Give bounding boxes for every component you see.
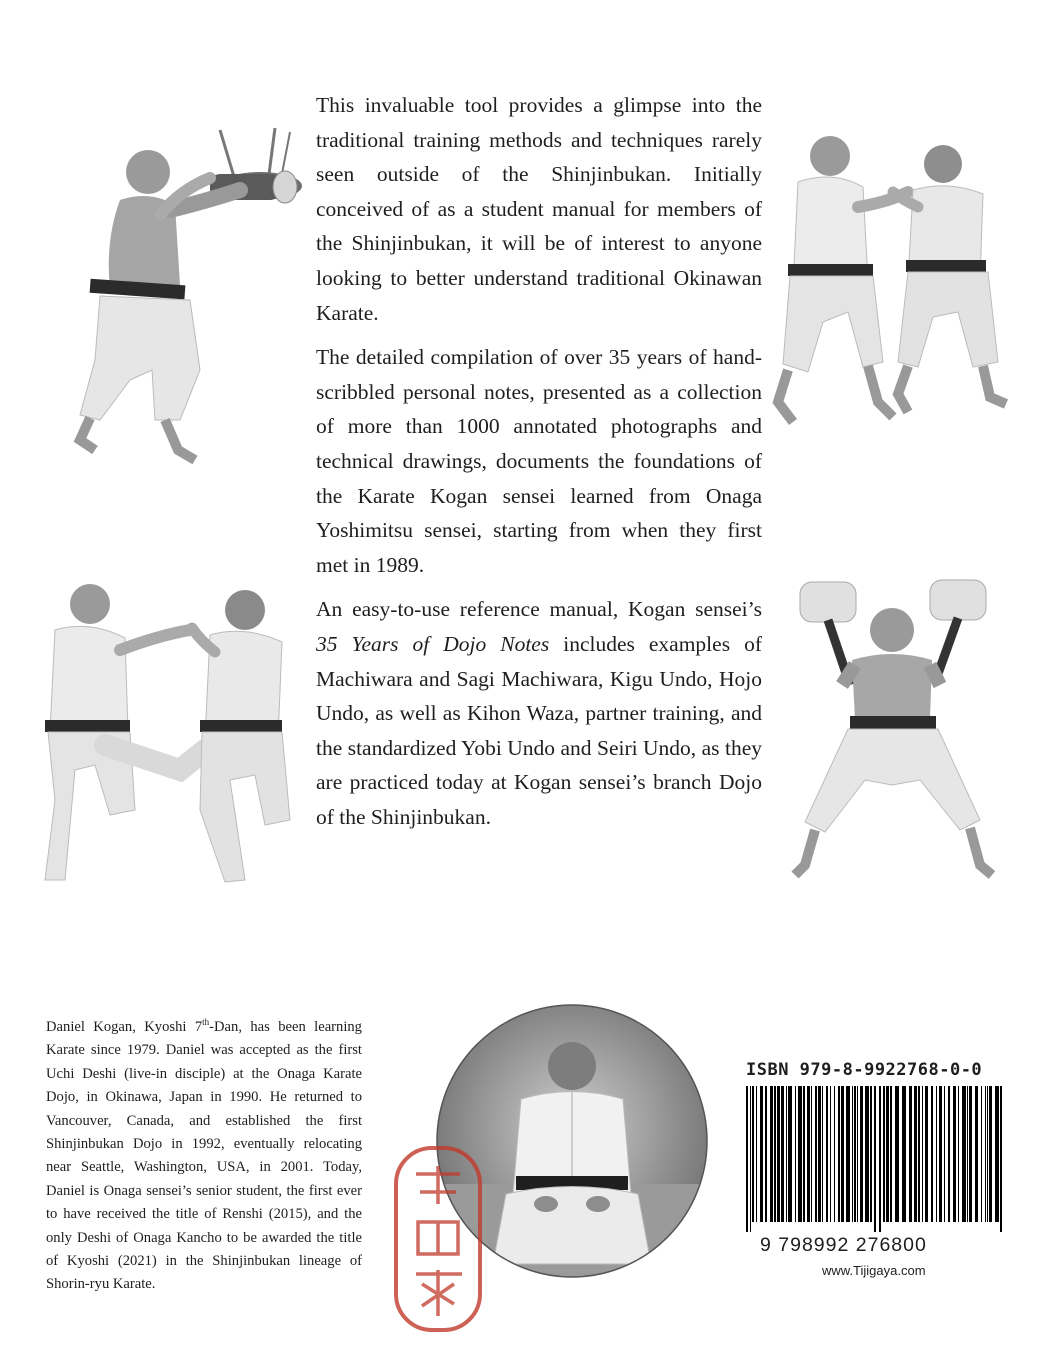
bio-superscript: th [202, 1017, 210, 1028]
barcode-bar-21 [830, 1086, 831, 1222]
barcode-bar-18 [818, 1086, 821, 1222]
barcode-bar-17 [815, 1086, 817, 1222]
barcode-bar-25 [846, 1086, 850, 1222]
barcode-bar-9 [781, 1086, 784, 1222]
barcode-bar-29 [860, 1086, 863, 1222]
isbn-label: ISBN 979-8-9922768-0-0 [746, 1060, 983, 1080]
barcode-bar-43 [925, 1086, 928, 1222]
isbn-barcode-block [744, 1060, 1006, 1278]
barcode-bar-46 [939, 1086, 942, 1222]
barcode-bar-24 [841, 1086, 844, 1222]
barcode-bar-23 [838, 1086, 840, 1222]
paragraph-reference-manual [316, 592, 762, 834]
barcode-bar-16 [811, 1086, 812, 1222]
barcode-bar-38 [902, 1086, 906, 1222]
barcode-bar-49 [953, 1086, 956, 1222]
barcode-bar-34 [883, 1086, 885, 1222]
barcode-bar-35 [886, 1086, 889, 1222]
barcode-bar-1 [750, 1086, 751, 1232]
barcode-bar-55 [981, 1086, 982, 1222]
barcode-bar-53 [969, 1086, 972, 1222]
paragraph-compilation: The detailed compilation of over 35 years of hand-scribbled personal notes, presented as a collection of more than 1000 annotated photographs and technical drawings, documents the foundations of the Karate Kogan sensei learned from Onaga Yoshimitsu sensei, starting from when they first met in 1989. [316, 345, 762, 577]
barcode-bar-59 [995, 1086, 999, 1222]
publisher-website: www.Tijigaya.com [822, 1263, 926, 1278]
barcode-bar-58 [989, 1086, 992, 1222]
barcode-bar-5 [765, 1086, 767, 1222]
barcode-bar-33 [879, 1086, 881, 1232]
book-title: 35 Years of Dojo Notes [316, 631, 550, 656]
barcode-bar-13 [798, 1086, 802, 1222]
barcode-bar-6 [770, 1086, 773, 1222]
barcode-bar-57 [987, 1086, 988, 1222]
photo-chi-ishi-training [780, 570, 1010, 886]
barcode-bar-15 [807, 1086, 810, 1222]
barcode-bar-2 [752, 1086, 754, 1222]
main-description [316, 88, 762, 844]
barcode-bar-26 [852, 1086, 853, 1222]
barcode-bar-60 [1000, 1086, 1002, 1232]
barcode-digits: 9 798992 276800 [760, 1234, 927, 1256]
barcode-bar-19 [822, 1086, 823, 1222]
barcode-bar-30 [865, 1086, 869, 1222]
barcode-bar-3 [756, 1086, 757, 1222]
barcode-bar-45 [936, 1086, 937, 1222]
barcode-bar-52 [967, 1086, 968, 1222]
barcode-bar-12 [795, 1086, 796, 1222]
paragraph-intro: This invaluable tool provides a glimpse into the traditional training methods and techniques rarely seen outside of the Shinjinbukan. Initially conceived of as a student manual for members of the Shinjinbukan, it will be of interest to anyone looking to better understand traditional Okinawan Karate. [316, 93, 762, 325]
barcode-bar-44 [931, 1086, 933, 1222]
author-bio [46, 1016, 362, 1297]
barcode-bar-31 [870, 1086, 872, 1222]
barcode-bar-42 [922, 1086, 923, 1222]
bio-name: Daniel Kogan, Kyoshi 7 [46, 1019, 203, 1035]
barcode-bar-50 [958, 1086, 959, 1222]
paragraph-3-after: includes examples of Machiwara and Sagi Machiwara, Kigu Undo, Hojo Undo, as well as Kihon Waza, partner training, and the standardized Yobi Undo and Seiri Undo, as they are practiced today at Kogan sensei’s branch Dojo of the Shinjinbukan. [316, 631, 762, 829]
barcode-bar-51 [962, 1086, 966, 1222]
barcode-bar-27 [854, 1086, 856, 1222]
barcode-bar-28 [857, 1086, 858, 1222]
barcode-bar-14 [803, 1086, 805, 1222]
barcode-bar-4 [760, 1086, 763, 1222]
bio-text: -Dan, has been learning Karate since 1979. Daniel was accepted as the first Uchi Deshi (live-in disciple) at the Onaga Karate Dojo, in Okinawa, Japan in 1990. He returned to Vancouver, Canada, and established the first Shinjinbukan Dojo in 1992, eventually relocating near Seattle, Washington, USA, in 2001. Today, Daniel is Onaga sensei’s senior student, the first ever to have received the title of Renshi (2015), and the only Deshi of Onaga Kancho to be awarded the title of Kyoshi (2021) in the Shinjinbukan lineage of Shorin-ryu Karate. [46, 1019, 362, 1293]
barcode-bar-37 [895, 1086, 899, 1222]
barcode-bar-11 [788, 1086, 792, 1222]
barcode-bar-22 [834, 1086, 835, 1222]
barcode-bar-56 [985, 1086, 986, 1222]
barcode-bar-7 [774, 1086, 776, 1222]
barcode-bar-20 [826, 1086, 828, 1222]
barcode-bar-10 [786, 1086, 787, 1222]
barcode-bar-54 [975, 1086, 978, 1222]
barcode-bar-41 [918, 1086, 920, 1222]
barcode-bar-36 [890, 1086, 892, 1222]
barcode-bar-0 [746, 1086, 748, 1232]
photo-hanging-bag-strike [60, 120, 310, 470]
barcode-bar-47 [944, 1086, 945, 1222]
red-seal-stamp [392, 1144, 484, 1334]
barcode-bar-48 [948, 1086, 950, 1222]
barcode-bar-40 [914, 1086, 917, 1222]
photo-partner-kick [20, 580, 306, 890]
barcode-bar-32 [874, 1086, 876, 1232]
barcode-bar-8 [777, 1086, 780, 1222]
barcode-bar-39 [909, 1086, 912, 1222]
photo-partner-sparring-top [768, 132, 1012, 442]
barcode [744, 1086, 1006, 1232]
paragraph-3-before: An easy-to-use reference manual, Kogan sensei’s [316, 597, 762, 622]
